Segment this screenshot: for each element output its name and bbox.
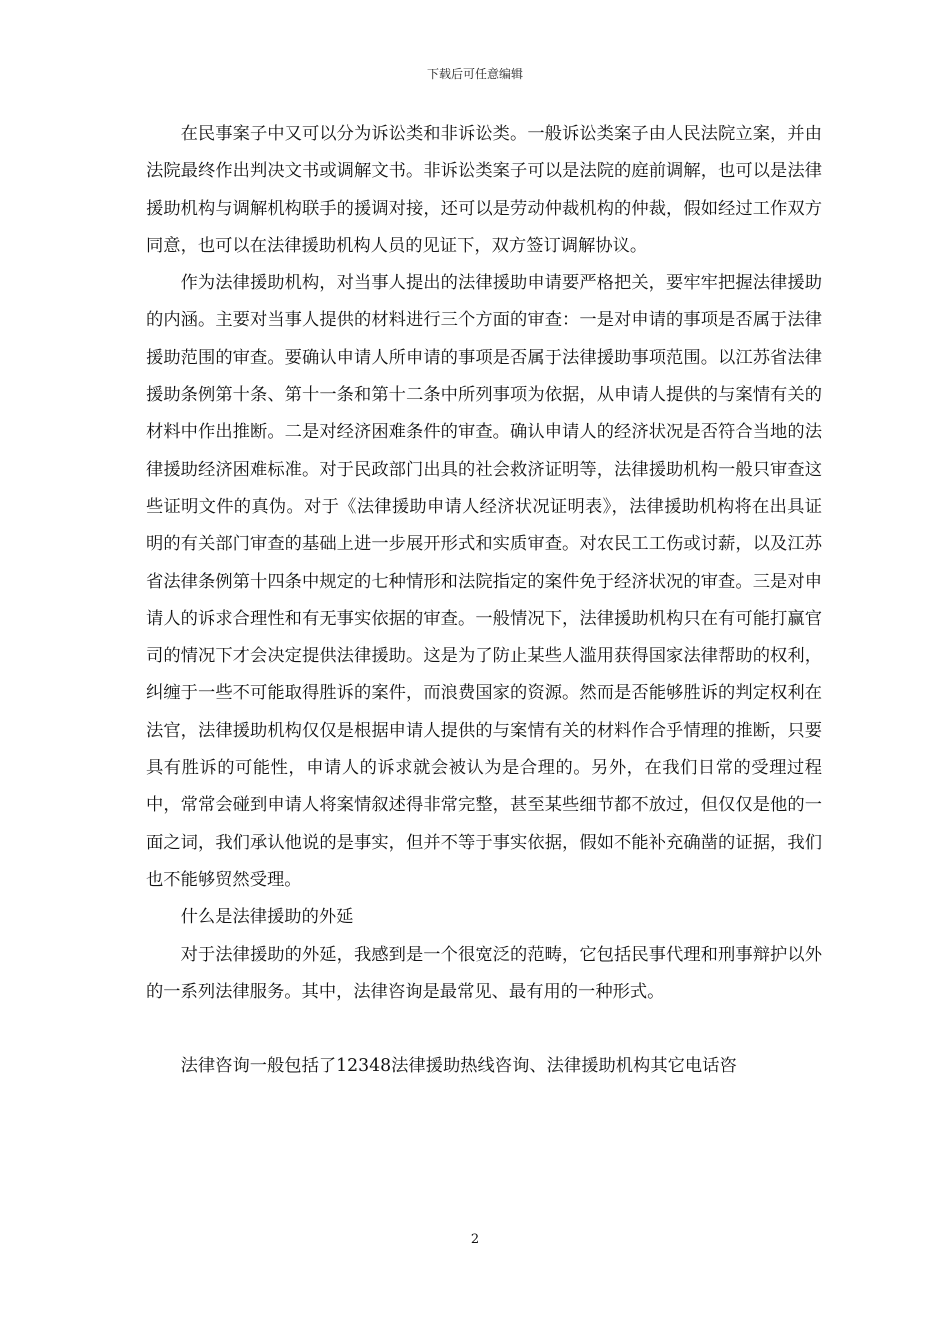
paragraph-civil-cases: 在民事案子中又可以分为诉讼类和非诉讼类。一般诉讼类案子由人民法院立案，并由法院最终作出判决文书或调解文书。非诉讼类案子可以是法院的庭前调解，也可以是法律援助机构与调解机构联手的援调对接，还可以是劳动仲裁机构的仲裁，假如经过工作双方同意，也可以在法律援助机构人员的见证下，双方签订调解协议。 xyxy=(146,124,822,256)
page-header: 下载后可任意编辑 xyxy=(426,67,523,81)
section-heading-extension: 什么是法律援助的外延 xyxy=(180,907,354,928)
paragraph-legal-consultation: 法律咨询一般包括了12348法律援助热线咨询、法律援助机构其它电话咨 xyxy=(180,1056,737,1077)
page-number: 2 xyxy=(470,1232,480,1247)
paragraph-review-criteria: 作为法律援助机构，对当事人提出的法律援助申请要严格把关，要牢牢把握法律援助的内涵。主要对当事人提供的材料进行三个方面的审查：一是对申请的事项是否属于法律援助范围的审查。要确认申请人所申请的事项是否属于法律援助事项范围。以江苏省法律援助条例第十条、第十一条和第十二条中所列事项为依据，从申请人提供的与案情有关的材料中作出推断。二是对经济困难条件的审查。确认申请人的经济状况是否符合当地的法律援助经济困难标准。对于民政部门出具的社会救济证明等，法律援助机构一般只审查这些证明文件的真伪。对于《法律援助申请人经济状况证明表》，法律援助机构将在出具证明的有关部门审查的基础上进一步展开形式和实质审查。对农民工工伤或讨薪，以及江苏省法律条例第十四条中规定的七种情形和法院指定的案件免于经济状况的审查。三是对申请人的诉求合理性和有无事实依据的审查。一般情况下，法律援助机构只在有可能打赢官司的情况下才会决定提供法律援助。这是为了防止某些人滥用获得国家法律帮助的权利，纠缠于一些不可能取得胜诉的案件，而浪费国家的资源。然而是否能够胜诉的判定权利在法官，法律援助机构仅仅是根据申请人提供的与案情有关的材料作合乎情理的推断，只要具有胜诉的可能性，申请人的诉求就会被认为是合理的。另外，在我们日常的受理过程中，常常会碰到申请人将案情叙述得非常完整，甚至某些细节都不放过，但仅仅是他的一面之词，我们承认他说的是事实，但并不等于事实依据，假如不能补充确凿的证据，我们也不能够贸然受理。 xyxy=(146,273,822,890)
paragraph-extension: 对于法律援助的外延，我感到是一个很宽泛的范畴，它包括民事代理和刑事辩护以外的一系列法律服务。其中，法律咨询是最常见、最有用的一种形式。 xyxy=(146,944,822,1002)
document-body xyxy=(146,116,822,1085)
